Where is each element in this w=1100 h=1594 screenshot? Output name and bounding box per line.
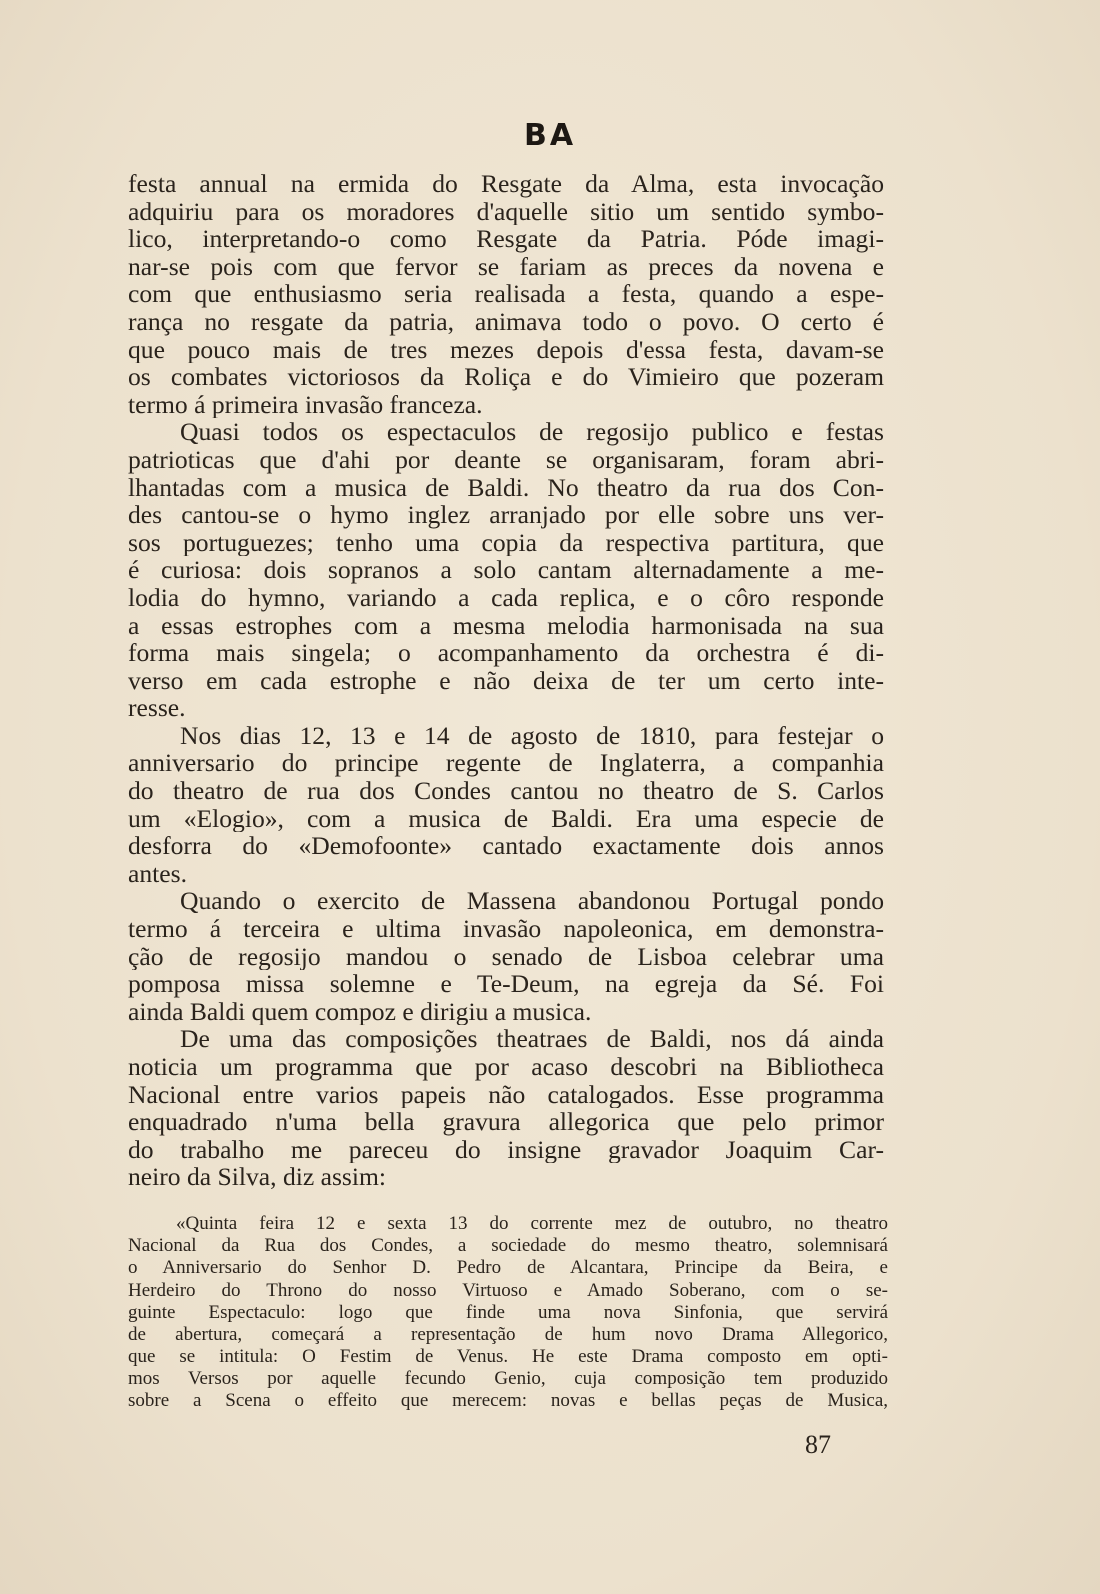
quote-line: guinte Espectaculo: logo que finde uma nova Sinfonia, que servirá <box>128 1301 888 1323</box>
quote-line: Nacional da Rua dos Condes, a sociedade do mesmo theatro, solemnisará <box>128 1235 888 1257</box>
paragraph-4 <box>128 887 884 1025</box>
quote-line: «Quinta feira 12 e sexta 13 do corrente mez de outubro, no theatro <box>176 1212 888 1234</box>
quote-line: mos Versos por aquelle fecundo Genio, cuja composição tem produzido <box>128 1368 888 1390</box>
quote-line: de abertura, começará a representação de hum novo Drama Allegorico, <box>128 1323 888 1345</box>
text-line: De uma das composições theatraes de Baldi, nos dá ainda <box>180 1025 884 1053</box>
text-line: adquiriu para os moradores d'aquelle sitio um sentido symbo- <box>128 197 884 226</box>
text-line: com que enthusiasmo seria realisada a festa, quando a espe- <box>128 280 884 308</box>
text-line: verso em cada estrophe e não deixa de ter um certo inte- <box>128 666 884 695</box>
text-line: anniversario do principe regente de Inglaterra, a companhia <box>128 749 884 778</box>
main-text <box>128 170 888 1413</box>
quoted-programme <box>128 1213 888 1413</box>
text-line: Nos dias 12, 13 e 14 de agosto de 1810, para festejar o <box>180 721 884 750</box>
text-line: desforra do «Demofoonte» cantado exactamente dois annos <box>128 832 884 860</box>
text-line: resse. <box>128 694 186 722</box>
text-line: des cantou-se o hymo inglez arranjado por elle sobre uns ver- <box>128 501 884 529</box>
text-line: termo á terceira e ultima invasão napoleonica, em demonstra- <box>128 915 884 943</box>
text-line: a essas estrophes com a mesma melodia harmonisada na sua <box>128 611 884 640</box>
text-line: lodia do hymno, variando a cada replica, e o côro responde <box>128 583 884 612</box>
text-line: festa annual na ermida do Resgate da Alma, esta invocação <box>128 170 884 198</box>
text-line: é curiosa: dois sopranos a solo cantam alternadamente a me- <box>128 556 884 584</box>
text-line: Nacional entre varios papeis não catalogados. Esse programma <box>128 1080 884 1109</box>
text-line: forma mais singela; o acompanhamento da orchestra é di- <box>128 639 884 667</box>
text-line: Quasi todos os espectaculos de regosijo publico e festas <box>180 418 884 446</box>
quote-line: o Anniversario do Senhor D. Pedro de Alcantara, Principe da Beira, e <box>128 1257 888 1279</box>
text-line: um «Elogio», com a musica de Baldi. Era uma especie de <box>128 804 884 833</box>
text-line: noticia um programma que por acaso descobri na Bibliotheca <box>128 1053 884 1081</box>
quote-line: Herdeiro do Throno do nosso Virtuoso e Amado Soberano, com o se- <box>128 1279 888 1301</box>
text-line: antes. <box>128 859 187 888</box>
text-line: lhantadas com a musica de Baldi. No theatro da rua dos Con- <box>128 473 884 502</box>
text-line: que pouco mais de tres mezes depois d'essa festa, davam-se <box>128 335 884 364</box>
text-line: lico, interpretando-o como Resgate da Patria. Póde imagi- <box>128 225 884 253</box>
text-line: nar-se pois com que fervor se fariam as preces da novena e <box>128 252 884 281</box>
quote-line: sobre a Scena o effeito que merecem: novas e bellas peças de Musica, <box>128 1390 888 1412</box>
paragraph-1 <box>128 170 884 418</box>
quote-line: que se intitula: O Festim de Venus. He este Drama composto em opti- <box>128 1346 888 1368</box>
text-line: Quando o exercito de Massena abandonou Portugal pondo <box>180 887 884 916</box>
text-line: enquadrado n'uma bella gravura allegorica que pelo primor <box>128 1108 884 1136</box>
text-line: do theatro de rua dos Condes cantou no theatro de S. Carlos <box>128 777 884 805</box>
paragraph-3 <box>128 722 884 888</box>
text-line: rança no resgate da patria, animava todo o povo. O certo é <box>128 307 884 336</box>
text-line: patrioticas que d'ahi por deante se organisaram, foram abri- <box>128 445 884 474</box>
text-line: neiro da Silva, diz assim: <box>128 1163 387 1191</box>
text-line: sos portuguezes; tenho uma copia da respectiva partitura, que <box>128 528 884 557</box>
text-line: termo á primeira invasão franceza. <box>128 390 483 419</box>
running-header: BA <box>523 118 577 153</box>
text-line: do trabalho me pareceu do insigne gravador Joaquim Car- <box>128 1135 884 1164</box>
text-line: os combates victoriosos da Roliça e do Vimieiro que pozeram <box>128 363 884 391</box>
text-line: pomposa missa solemne e Te-Deum, na egreja da Sé. Foi <box>128 970 884 998</box>
paragraph-2 <box>128 418 884 722</box>
page-number: 87 <box>805 1430 831 1459</box>
paragraph-5 <box>128 1025 884 1191</box>
text-line: ainda Baldi quem compoz e dirigiu a musica. <box>128 997 592 1026</box>
text-line: ção de regosijo mandou o senado de Lisboa celebrar uma <box>128 942 884 971</box>
